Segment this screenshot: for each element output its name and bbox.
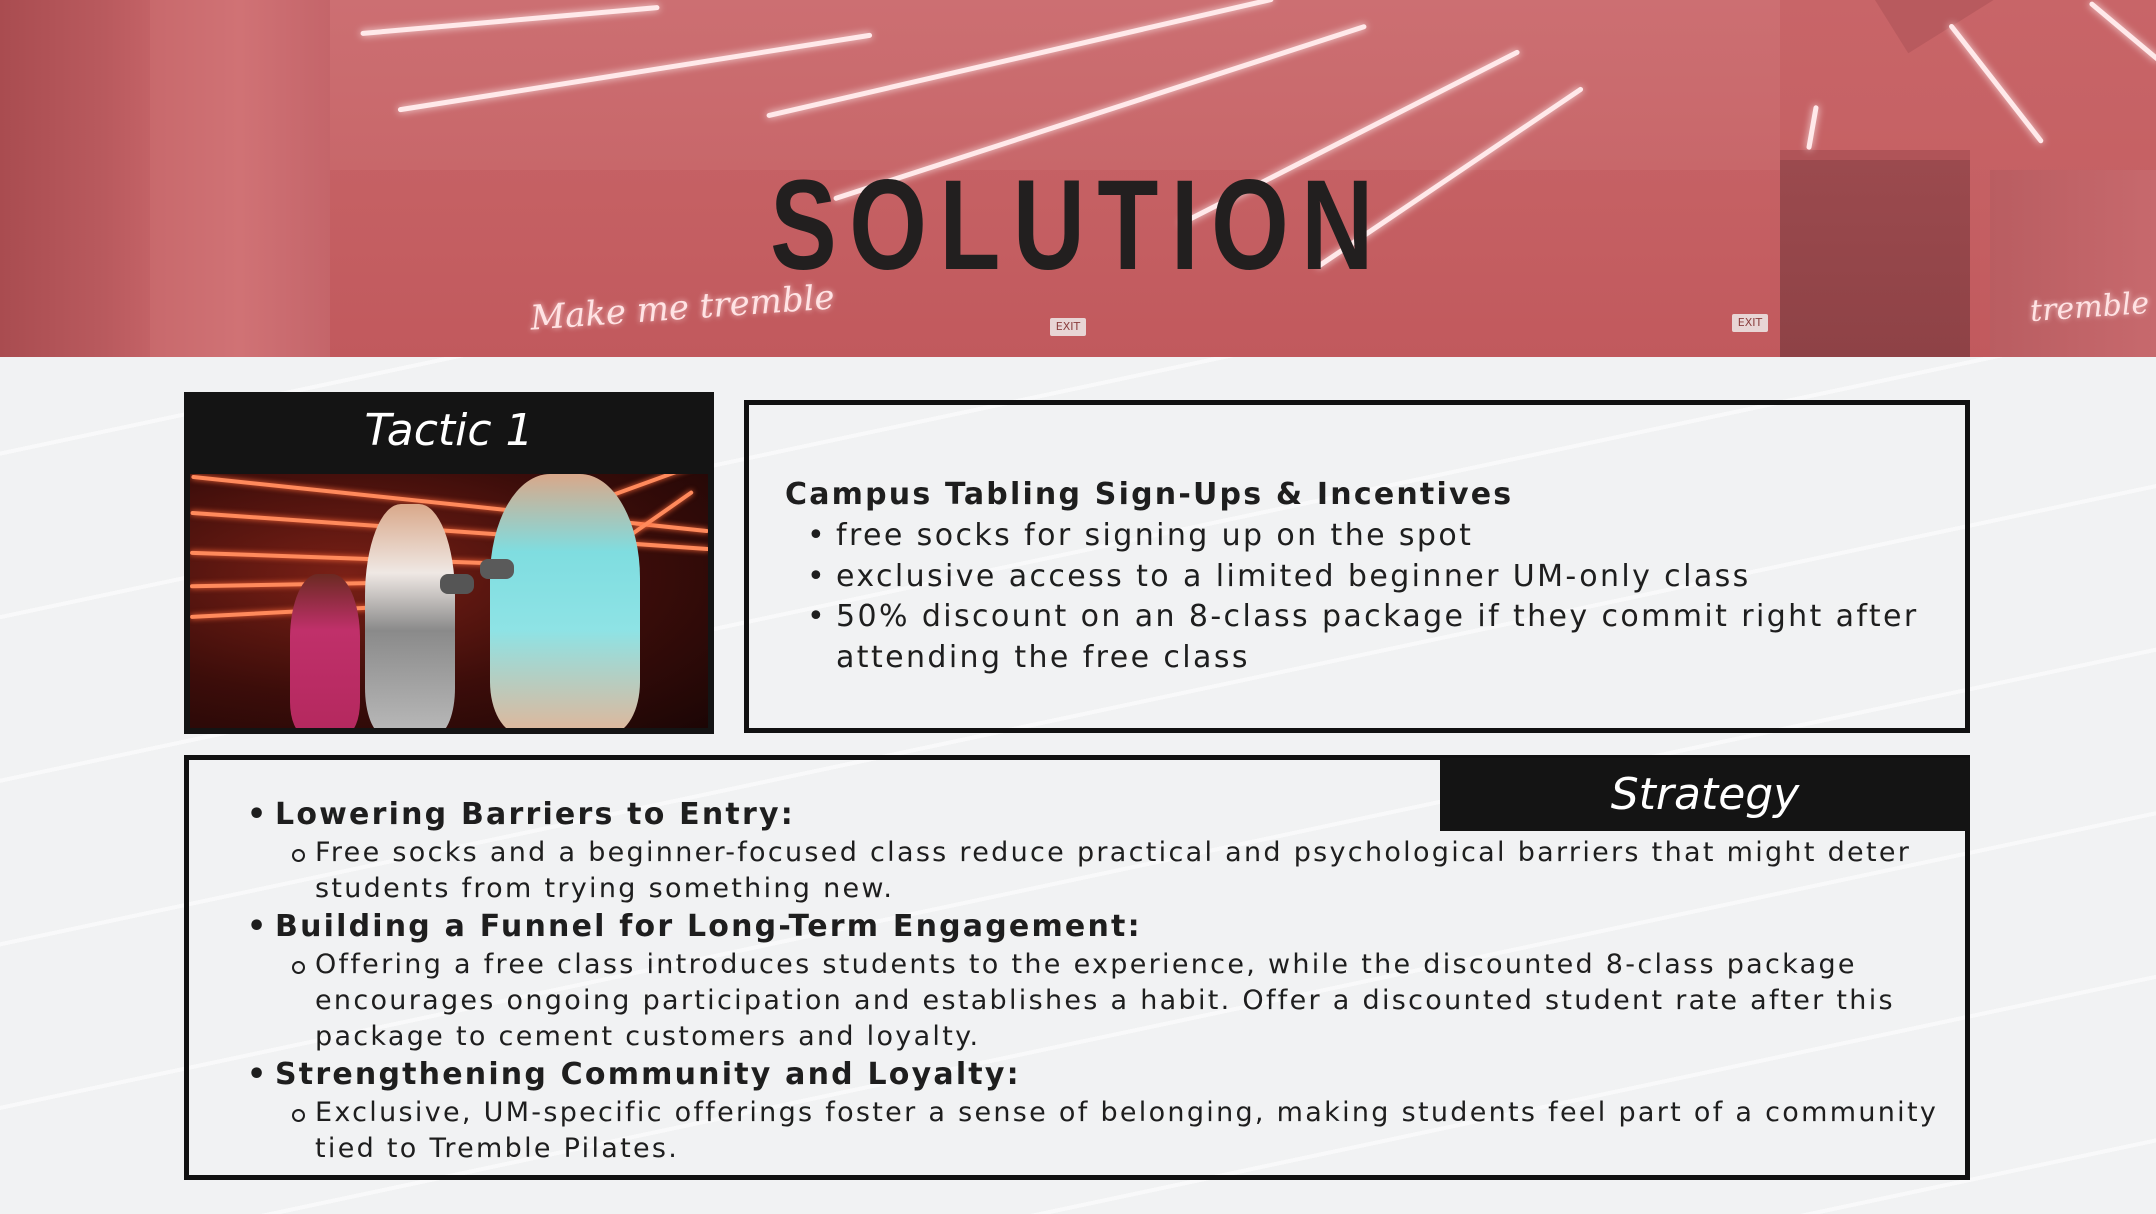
pilates-class-photo — [190, 474, 708, 728]
tactic-card — [184, 392, 714, 734]
instructor-figure — [290, 574, 360, 728]
banner-doorway-right — [1990, 170, 2156, 357]
neon-light — [2088, 1, 2156, 63]
list-item: • exclusive access to a limited beginner UM-only class — [785, 557, 1929, 598]
tactic-heading: Campus Tabling Sign-Ups & Incentives — [785, 477, 1514, 512]
banner-left-wall — [0, 0, 150, 357]
exit-sign: EXIT — [1732, 314, 1768, 332]
strategy-item-desc: Free socks and a beginner-focused class reduce practical and psychological barriers that might deter students from trying something new. — [243, 835, 1943, 907]
dumbbell-icon — [480, 559, 514, 579]
person-figure-front — [490, 474, 640, 728]
page-title: SOLUTION — [770, 154, 1386, 297]
banner-beam — [1850, 0, 2156, 53]
tactic-details-box — [744, 400, 1970, 733]
strategy-label: Strategy — [1440, 758, 1970, 831]
list-item: • 50% discount on an 8-class package if they commit right after attending the free class — [785, 597, 1929, 678]
incentive-list — [785, 516, 1929, 678]
neon-sign: Make me tremble — [528, 277, 836, 339]
dumbbell-icon — [440, 574, 474, 594]
strategy-item-title: • Building a Funnel for Long-Term Engagement: — [243, 907, 1943, 947]
exit-sign: EXIT — [1050, 318, 1086, 336]
list-item: • free socks for signing up on the spot — [785, 516, 1929, 557]
strategy-item-title: • Strengthening Community and Loyalty: — [243, 1055, 1943, 1095]
strategy-item — [243, 907, 1943, 1055]
strategy-item — [243, 1055, 1943, 1167]
neon-sign-right: tremble — [2028, 285, 2151, 330]
neon-light — [1948, 23, 2044, 144]
strategy-list — [243, 795, 1943, 1167]
strategy-item-title: • Lowering Barriers to Entry: — [243, 795, 1943, 835]
strategy-item — [243, 795, 1943, 907]
strategy-item-desc: Offering a free class introduces students to the experience, while the discounted 8-class package encourages ongoing participation and establishes a habit. Offer a discounted student rate after this package to cement customers and loyalty. — [243, 947, 1943, 1055]
person-figure — [365, 504, 455, 728]
neon-light — [1806, 105, 1819, 150]
strategy-item-desc: Exclusive, UM-specific offerings foster a sense of belonging, making students feel part of a community tied to Tremble Pilates. — [243, 1095, 1943, 1167]
tactic-label: Tactic 1 — [364, 405, 534, 456]
